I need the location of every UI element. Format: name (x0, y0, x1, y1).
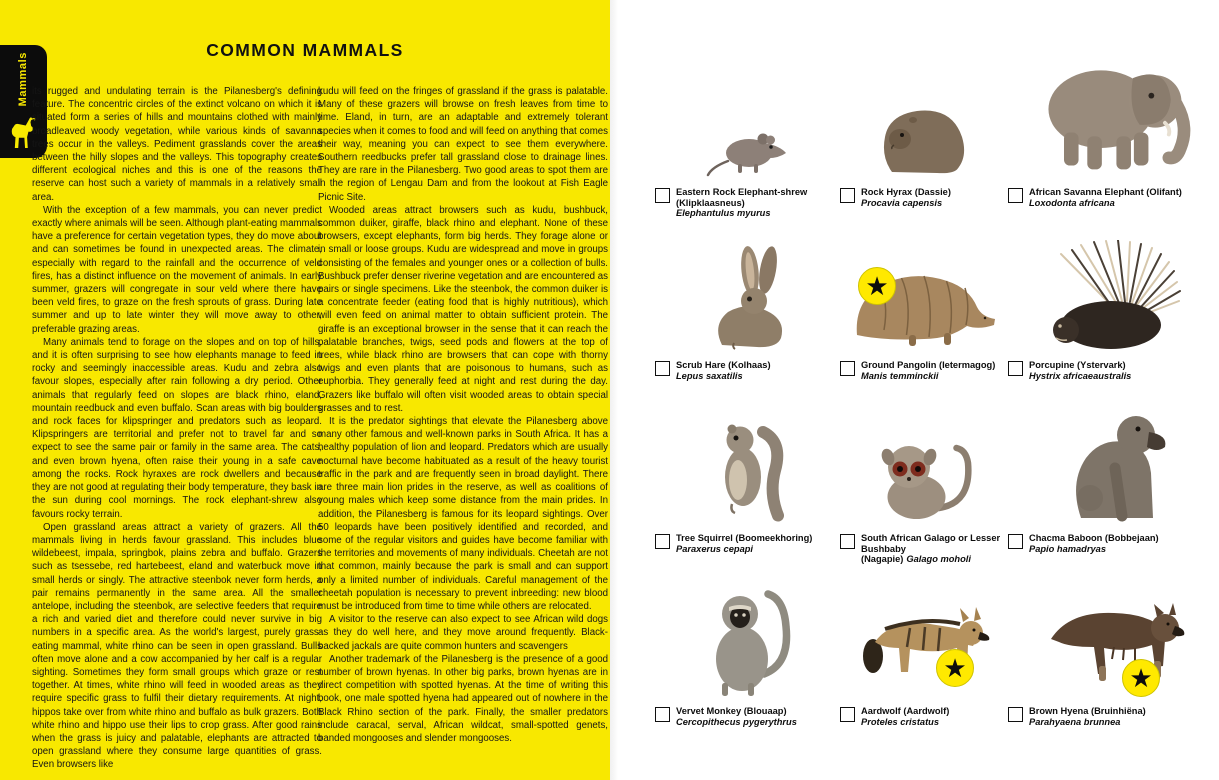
animal-scientific-line (861, 371, 995, 382)
paragraph: Another trademark of the Pilanesberg is the presence of a good number of brown hyenas. In other big parks, brown hyenas are in direct competition with spotted hyenas. At the time of writing this book, one male spotted hyena had appeared out of nowhere in the Black Rhino section of the park. Finally, the smaller predators include caracal, serval, African wildcat, small-spotted genets, banded mongooses and slender mongooses. (318, 653, 608, 744)
animal-image-zone (840, 388, 1008, 533)
animal-cell (655, 42, 840, 219)
animal-checkbox[interactable] (655, 188, 670, 203)
animal-label-row (655, 706, 840, 734)
aardwolf-icon (855, 596, 993, 701)
text-column-2 (318, 85, 608, 745)
paragraph: Wooded areas attract browsers such as kudu, bushbuck, common duiker, giraffe, black rhino and elephant. None of these browsers, except elephants, form big herds. They forage alone or in small or loose groups. Kudu are widespread and move in groups consisting of the females and younger ones or a collection of bulls. Bushbuck prefer denser riverine vegetation and are encountered as pairs or single specimens. Like the steenbok, the common duiker is a concentrate feeder (eating food that is highly nutritious), which will even feed on animal matter to obtain sufficient protein. The giraffe is an exceptional browser in the sense that it can reach the palatable branches, twigs, seed pods and flowers at the top of trees, while black rhino are browsers that can cope with thorny twigs and even plants that are poisonous to humans, such as euphorbia. They generally feed at night and rest during the day. Grazers like buffalo will often visit wooded areas to obtain special grasses and to rest. (318, 204, 608, 414)
animal-label-row (840, 533, 1008, 565)
rock-hyrax-icon (877, 97, 972, 182)
animal-scientific-name: Hystrix africaeaustralis (1029, 370, 1132, 381)
porcupine-icon (1046, 240, 1181, 355)
animal-checkbox[interactable] (1008, 188, 1023, 203)
vervet-monkey-icon (700, 579, 795, 702)
animal-names (676, 706, 797, 727)
animal-checkbox[interactable] (1008, 361, 1023, 376)
notable-species-star-badge: ★ (1122, 659, 1160, 697)
elephant-shrew-icon (705, 117, 790, 182)
animal-names (1029, 706, 1146, 727)
animal-label-row (655, 533, 840, 561)
animal-scientific-name: Galago moholi (906, 554, 971, 565)
animal-checkbox[interactable] (655, 534, 670, 549)
animal-label-row (1008, 706, 1219, 734)
animal-scientific-name: Papio hamadryas (1029, 543, 1106, 554)
animal-label-row (655, 360, 840, 388)
animal-common-name: South African Galago or Lesser Bushbaby (861, 533, 1001, 554)
animal-names (676, 187, 836, 219)
animal-scientific-line (1029, 544, 1159, 555)
animal-scientific-line (1029, 371, 1131, 382)
animal-cell (655, 215, 840, 388)
animal-image-zone (1008, 215, 1219, 360)
animal-label-row (1008, 533, 1219, 561)
mammals-tab-label: Mammals (17, 52, 29, 107)
animal-image-zone (655, 388, 840, 533)
animal-cell (840, 388, 1008, 565)
animal-common-name: Rock Hyrax (Dassie) (861, 187, 951, 197)
animal-checkbox[interactable] (1008, 707, 1023, 722)
animal-names (861, 706, 949, 727)
animal-cell (840, 42, 1008, 215)
paragraph: its rugged and undulating terrain is the Pilanesberg's defining feature. The concentric circles of the extinct volcano on which it is situated form a series of hills and mountains clothed with mainly broadleaved woody vegetation, while various kinds of savanna trees occur in the valleys. Pediment grasslands cover the areas between the hilly slopes and the valleys. This topography creates different ecological niches and this is one of the reasons the reserve can host such a variety of mammals in a relatively small area. (32, 86, 322, 203)
animal-checkbox[interactable] (655, 707, 670, 722)
animal-cell (655, 561, 840, 734)
animal-scientific-name: Paraxerus cepapi (676, 543, 754, 554)
paragraph: Open grassland areas attract a variety of grazers. All the mammals living in herds favour grassland. This includes blue wildebeest, impala, springbok, plains zebra and buffalo. Grazers such as tsessebe, red hartebeest, eland and waterbuck move in small herds or singly. The attractive steenbok never form herds, a pair remains permanently in the same area. All the smaller antelope, including the steenbok, are selective feeders that require a rich and varied diet and therefore could never survive in big numbers in a specific area. As the world's largest, purely grass-eating mammal, white rhino can be seen in open grassland. Bulls often move alone and a cow accompanied by her calf is a regular sighting. Sometimes they form small groups which graze or rest together. At times, white rhino will feed in wooded areas as they require specific grass to fulfil their dietary requirements. At night, hippos take over from white rhino and buffalo as bulk grazers. Both white rhino and hippo use their lips to crop grass. After good rains when the grass is juicy and palatable, elephants are attracted to open grassland where they consume large quantities of grass. Even browsers like (32, 521, 322, 771)
animal-scientific-name: Elephantulus myurus (676, 208, 771, 219)
paragraph: With the exception of a few mammals, you can never predict exactly where animals will be seen. Although plant-eating mammals have a preference for certain vegetation types, they do move about and can sometimes be found in unexpected areas. The climate, especially with regard to the rainfall and the occurrence of veld fires, has a distinct influence on the movement of animals. In early summer, grazers will congregate in sour veld where there have been veld fires, to graze on the fresh sprouts of grass. During late summer and up to late winter they will move away to other, preferable grazing areas. (32, 204, 322, 335)
animal-cell (1008, 561, 1219, 734)
brown-hyena-icon (1039, 591, 1189, 701)
animal-common-name: Vervet Monkey (Blouaap) (676, 706, 787, 716)
scrub-hare-icon (702, 245, 794, 355)
animal-label-row (1008, 360, 1219, 388)
paragraph: A visitor to the reserve can also expect to see African wild dogs as they do well here, and they move around frequently. Black-backed jackals are quite common hunters and scavengers (318, 614, 608, 652)
animal-checkbox[interactable] (840, 534, 855, 549)
animal-image-zone (1008, 561, 1219, 706)
animal-cell (1008, 42, 1219, 215)
right-page (610, 0, 1219, 780)
animal-names (676, 533, 812, 554)
animal-label-row (1008, 187, 1219, 215)
paragraph: It is the predator sightings that elevate the Pilanesberg above many other famous and well-known parks in South Africa. It has a healthy population of lion and leopard. Predators which are usually nocturnal have become habituated as a result of the heavy tourist traffic in the park and are frequently seen in broad daylight. There are three main lion prides in the reserve, as well as coalitions of young males which keep some distance from the main prides. In addition, the Pilanesberg is famous for its leopard sightings. Over 50 leopards have been positively identified and recorded, and some of the regular visitors and guides have become familiar with the territories and movements of many individuals. Cheetah are not that common, mainly because the park is small and can support only a limited number of individuals. Careful management of the cheetah population is necessary to prevent inbreeding: new blood must be introduced from time to time while others are relocated. (318, 416, 608, 612)
animal-scientific-name: Manis temminckii (861, 370, 939, 381)
animal-common-name: African Savanna Elephant (Olifant) (1029, 187, 1182, 197)
animal-common-name: Chacma Baboon (Bobbejaan) (1029, 533, 1159, 543)
animal-scientific-line (1029, 717, 1146, 728)
animal-checkbox[interactable] (655, 361, 670, 376)
tree-squirrel-icon (712, 418, 784, 528)
animal-common-name: Brown Hyena (Bruinhiëna) (1029, 706, 1146, 716)
text-column-1 (32, 85, 322, 772)
animal-image-zone (840, 42, 1008, 187)
animal-label-row (840, 187, 1008, 215)
animal-afrikaans-name: (Nagapie) (861, 554, 904, 565)
animal-names (861, 533, 1004, 565)
elephant-icon (1031, 51, 1196, 182)
animal-cell (1008, 388, 1219, 561)
animal-scientific-name: Procavia capensis (861, 197, 943, 208)
animal-image-zone (1008, 42, 1219, 187)
animal-names (1029, 360, 1131, 381)
notable-species-star-badge: ★ (936, 649, 974, 687)
paragraph: Many animals tend to forage on the slopes and on top of hills, and it is often surprising to see how elephants manage to feed in rocky and seemingly inaccessible areas. Kudu and zebra also favour slopes, especially after rain following a dry period. Other animals that regularly feed on slopes are black rhino, eland, mountain reedbuck and even buffalo. Scan areas with big boulders and rock faces for klipspringer and predators such as leopard. Klipspringers are territorial and prefer not to travel far and so expect to see the same pair or family in the same area. The cats, and even brown hyena, often raise their young in a safe cave among the rocks. Rock hyraxes are rock dwellers and because they are not good at regulating their body temperature, they bask in the sun during cool mornings. The rock elephant-shrew also favours rocky terrain. (32, 336, 322, 520)
animal-names (861, 360, 995, 381)
animal-common-name: Ground Pangolin (Ietermagog) (861, 360, 996, 370)
animal-image-zone (1008, 388, 1219, 533)
animal-common-name: Aardwolf (Aardwolf) (861, 706, 950, 716)
animal-checklist (655, 42, 1219, 734)
animal-names (676, 360, 771, 381)
animal-scientific-line (676, 371, 771, 382)
animal-scientific-name: Parahyaena brunnea (1029, 716, 1121, 727)
animal-image-zone (840, 561, 1008, 706)
animal-label-row (655, 187, 840, 219)
animal-cell (840, 215, 1008, 388)
animal-common-name: Porcupine (Ystervark) (1029, 360, 1126, 370)
animal-scientific-name: Loxodonta africana (1029, 197, 1115, 208)
animal-image-zone (655, 561, 840, 706)
animal-label-row (840, 360, 1008, 388)
baboon-icon (1055, 403, 1173, 528)
animal-label-row (840, 706, 1008, 734)
animal-scientific-name: Cercopithecus pygerythrus (676, 716, 797, 727)
animal-cell (840, 561, 1008, 734)
animal-common-name: Eastern Rock Elephant-shrew (Klipklaasneus) (676, 187, 808, 208)
notable-species-star-badge: ★ (858, 267, 896, 305)
animal-image-zone (655, 42, 840, 187)
animal-checkbox[interactable] (1008, 534, 1023, 549)
animal-common-name: Tree Squirrel (Boomeekhoring) (676, 533, 813, 543)
animal-scientific-line (676, 717, 797, 728)
animal-cell (1008, 215, 1219, 388)
animal-names (861, 187, 951, 208)
animal-scientific-line (1029, 198, 1182, 209)
animal-scientific-line (861, 717, 949, 728)
animal-names (1029, 187, 1182, 208)
animal-cell (655, 388, 840, 561)
page-title: COMMON MAMMALS (206, 40, 404, 60)
animal-scientific-line (861, 198, 951, 209)
paragraph: kudu will feed on the fringes of grassland if the grass is palatable. Many of these grazers will browse on fresh leaves from time to time. Eland, in turn, are an adaptable and extremely tolerant species when it comes to food and will feed on anything that comes their way, meaning you can expect to see them everywhere. Southern reedbucks prefer tall grassland close to drainage lines. They are rare in the Pilanesberg. Two good areas to spot them are in the region of Lengau Dam and from the lookout at Fish Eagle Picnic Site. (318, 86, 608, 203)
animal-checkbox[interactable] (840, 361, 855, 376)
galago-icon (869, 438, 979, 528)
animal-image-zone (655, 215, 840, 360)
animal-scientific-line (676, 544, 812, 555)
animal-scientific-name: Lepus saxatilis (676, 370, 743, 381)
animal-scientific-name: Proteles cristatus (861, 716, 940, 727)
animal-names (1029, 533, 1159, 554)
animal-checkbox[interactable] (840, 707, 855, 722)
animal-checkbox[interactable] (840, 188, 855, 203)
animal-common-name: Scrub Hare (Kolhaas) (676, 360, 771, 370)
